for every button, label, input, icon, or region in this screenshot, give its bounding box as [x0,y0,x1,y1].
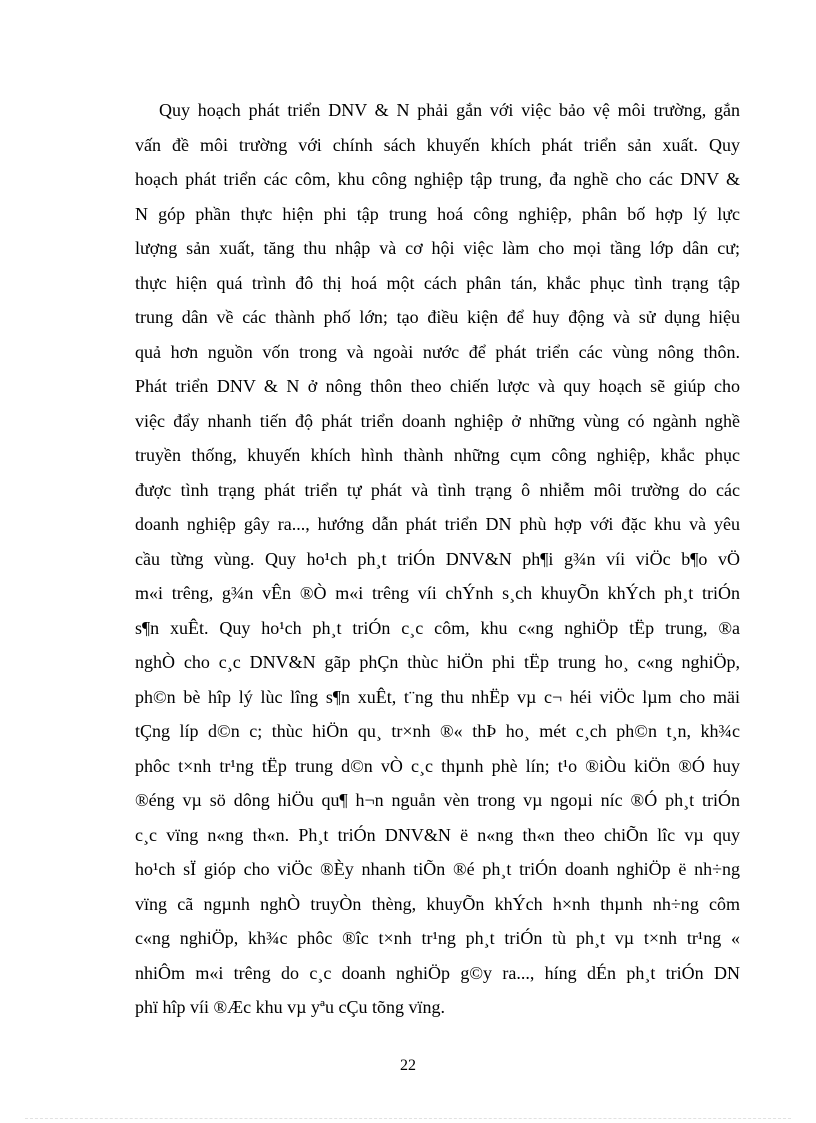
paragraph-line: ph©n bè hîp lý lùc lîng s¶n xuÊt, t¨ng thu nhËp vµ c¬ héi viÖc lµm cho mäi [135,686,740,707]
paragraph-line: trung dân về các thành phố lớn; tạo điều kiện để huy động và sử dụng hiệu [135,307,740,327]
paragraph-line: được tình trạng phát triển tự phát và tình trạng ô nhiễm môi trường do các [135,479,740,500]
paragraph-line: Quy hoạch phát triển DNV & N phải gắn với việc bảo vệ môi trường, gắn [159,100,740,120]
paragraph-line: phï hîp víi ®Æc khu vµ yªu cÇu tõng vïng. [135,997,446,1017]
paragraph-line: s¶n xuÊt. Quy ho¹ch ph¸t triÓn c¸c côm, khu c«ng nghiÖp tËp trung, ®a [135,617,740,638]
paragraph-line: c«ng nghiÖp, kh¾c phôc ®îc t×nh tr¹ng ph¸t triÓn tù ph¸t vµ t×nh tr¹ng « [135,928,740,948]
paragraph-line: cầu từng vùng. Quy ho¹ch ph¸t triÓn DNV&N ph¶i g¾n víi viÖc b¶o vÖ [135,548,740,569]
paragraph-line: việc đẩy nhanh tiến độ phát triển doanh nghiệp ở những vùng có ngành nghề [135,410,740,431]
document-body [135,93,740,1025]
paragraph-line: doanh nghiệp gây ra..., hướng dẫn phát triển DN phù hợp với đặc khu và yêu [135,514,740,534]
paragraph-line: N góp phần thực hiện phi tập trung hoá công nghiệp, phân bố hợp lý lực [135,203,740,224]
paragraph-line: Phát triển DNV & N ở nông thôn theo chiến lược và quy hoạch sẽ giúp cho [135,376,740,396]
paragraph-line: hoạch phát triển các côm, khu công nghiệp tập trung, đa nghề cho các DNV & [135,169,740,189]
paragraph-line: ho¹ch sÏ gióp cho viÖc ®Èy nhanh tiÕn ®é ph¸t triÓn doanh nghiÖp ë nh÷ng [135,859,740,879]
paragraph-line: vấn đề môi trường với chính sách khuyến khích phát triển sản xuất. Quy [135,134,740,155]
paragraph-line: quả hơn nguồn vốn trong và ngoài nước để phát triển các vùng nông thôn. [135,341,740,362]
paragraph-line: ®éng vµ sö dông hiÖu qu¶ h¬n nguån vèn trong vµ ngoµi níc ®Ó ph¸t triÓn [135,790,740,810]
paragraph-line: phôc t×nh tr¹ng tËp trung d©n vÒ c¸c thµnh phè lín; t¹o ®iÒu kiÖn ®Ó huy [135,755,740,776]
paragraph-line: m«i trêng, g¾n vÊn ®Ò m«i trêng víi chÝnh s¸ch khuyÕn khÝch ph¸t triÓn [135,583,740,603]
page-number: 22 [400,1057,416,1074]
page-edge-divider [25,1118,791,1119]
paragraph-line: truyền thống, khuyến khích hình thành những cụm công nghiệp, khắc phục [135,445,740,465]
paragraph-line: nhiÔm m«i trêng do c¸c doanh nghiÖp g©y ra..., híng dÉn ph¸t triÓn DN [135,962,740,983]
paragraph-line: c¸c vïng n«ng th«n. Ph¸t triÓn DNV&N ë n«ng th«n theo chiÕn lîc vµ quy [135,824,740,845]
paragraph-line: lượng sản xuất, tăng thu nhập và cơ hội việc làm cho mọi tầng lớp dân cư; [135,238,740,258]
paragraph-line: vïng cã ngµnh nghÒ truyÒn thèng, khuyÕn khÝch h×nh thµnh nh÷ng côm [135,893,740,914]
paragraph-line: nghÒ cho c¸c DNV&N gãp phÇn thùc hiÖn phi tËp trung ho¸ c«ng nghiÖp, [135,652,740,672]
paragraph-line: thực hiện quá trình đô thị hoá một cách phân tán, khắc phục tình trạng tập [135,272,740,293]
paragraph-line: tÇng líp d©n c; thùc hiÖn qu¸ tr×nh ®« thÞ ho¸ mét c¸ch ph©n t¸n, kh¾c [135,721,740,741]
